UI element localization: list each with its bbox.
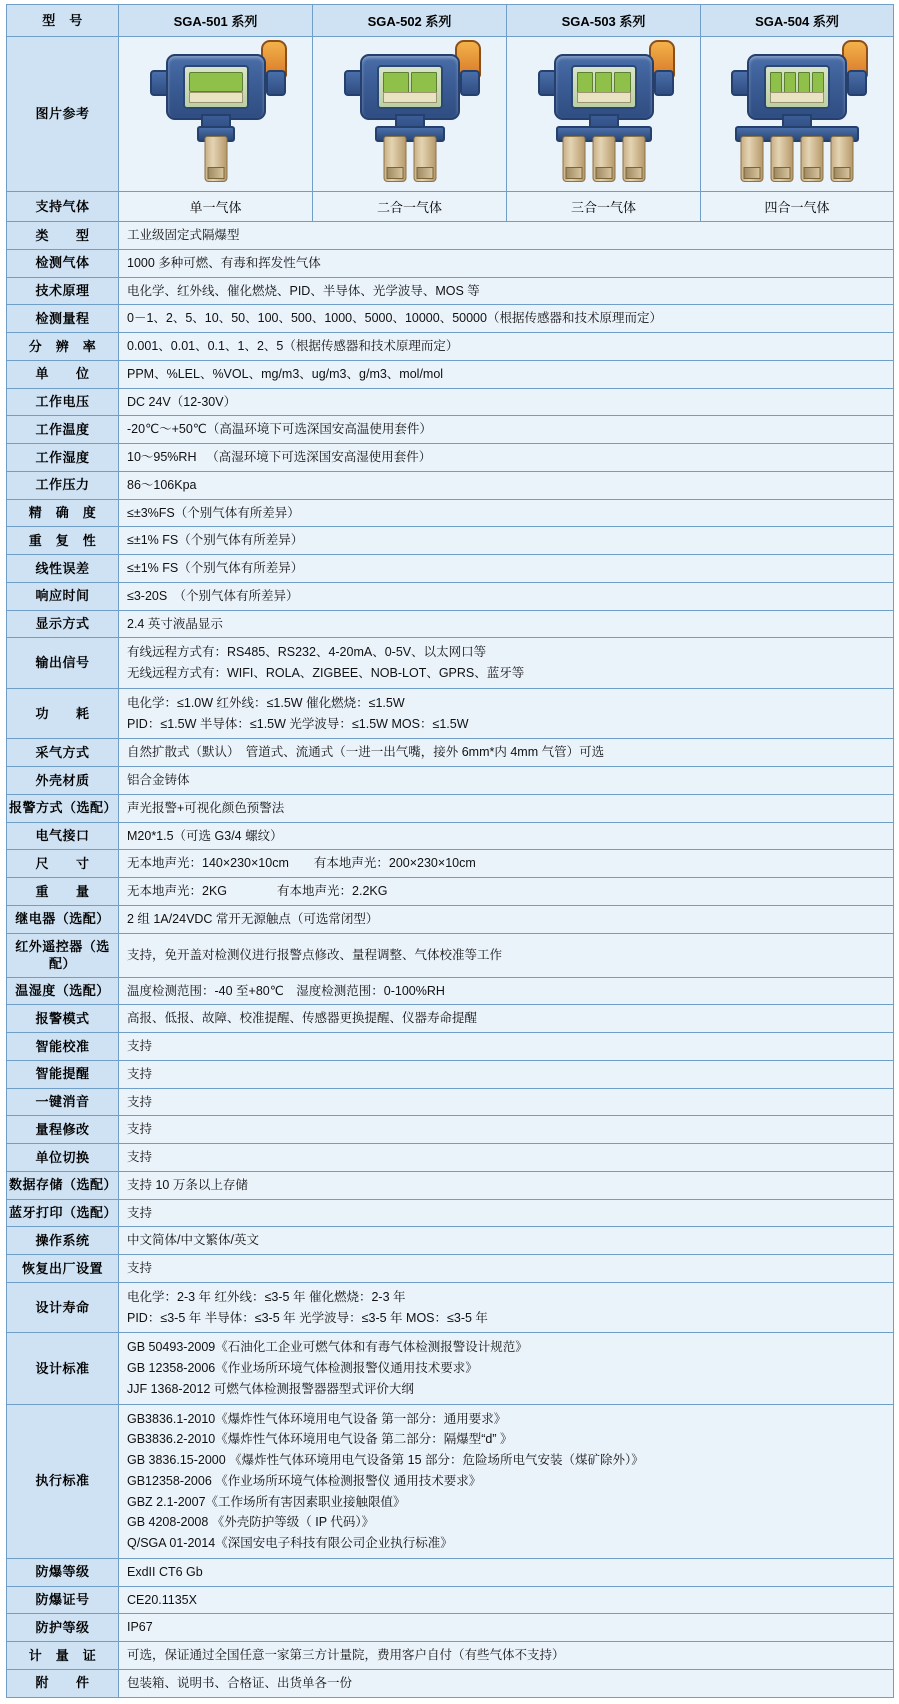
row-label-detect-gas: 检测气体 <box>7 249 119 277</box>
model-header-2: SGA-502 系列 <box>313 5 507 37</box>
lifetime-item-6: MOS：≤3-5 年 <box>406 1310 488 1325</box>
electrical-value: M20*1.5（可选 G3/4 螺纹） <box>119 822 894 850</box>
exec-standard-line: GB12358-2006 《作业场所环境气体检测报警仪 通用技术要求》 <box>127 1473 482 1488</box>
row-label-linearity: 线性误差 <box>7 555 119 583</box>
unit-value: PPM、%LEL、%VOL、mg/m3、ug/m3、g/m3、mol/mol <box>119 360 894 388</box>
row-label-unit-switch: 单位切换 <box>7 1144 119 1172</box>
ip-level-value: IP67 <box>119 1614 894 1642</box>
design-standard-line: JJF 1368-2012 可燃气体检测报警器器型式评价大纲 <box>127 1381 414 1396</box>
bt-print-opt-value: 支持 <box>119 1199 894 1227</box>
shell-row <box>7 767 894 795</box>
row-label-weight: 重 量 <box>7 878 119 906</box>
row-label-response: 响应时间 <box>7 582 119 610</box>
bt-print-opt-row <box>7 1199 894 1227</box>
mute-value: 支持 <box>119 1088 894 1116</box>
lifetime-item-3: PID：≤3-5 年 <box>127 1310 202 1325</box>
accessories-row <box>7 1669 894 1697</box>
row-label-resolution: 分 辨 率 <box>7 333 119 361</box>
lifetime-item-1: 红外线：≤3-5 年 <box>214 1289 306 1304</box>
lifetime-item-5: 光学波导：≤3-5 年 <box>299 1310 403 1325</box>
row-label-size: 尺 寸 <box>7 850 119 878</box>
weight-value: 无本地声光：2KG 有本地声光：2.2KG <box>119 878 894 906</box>
power-item-2: 催化燃烧：≤1.5W <box>306 695 405 710</box>
unit-switch-value: 支持 <box>119 1144 894 1172</box>
row-label-sampling: 采气方式 <box>7 739 119 767</box>
ex-level-row <box>7 1558 894 1586</box>
voltage-row <box>7 388 894 416</box>
linearity-value: ≤±1% FS（个别气体有所差异） <box>119 555 894 583</box>
temp-hum-opt-row <box>7 977 894 1005</box>
factory-reset-value: 支持 <box>119 1255 894 1283</box>
support-gas-1: 单一气体 <box>119 192 313 222</box>
row-label-mute: 一键消音 <box>7 1088 119 1116</box>
support-gas-3: 三合一气体 <box>507 192 701 222</box>
power-item-4: 半导体：≤1.5W <box>199 716 286 731</box>
row-label-temperature: 工作温度 <box>7 416 119 444</box>
linearity-row <box>7 555 894 583</box>
response-row <box>7 582 894 610</box>
sampling-row <box>7 739 894 767</box>
row-label-power: 功 耗 <box>7 688 119 739</box>
row-label-range-modify: 量程修改 <box>7 1116 119 1144</box>
temp-hum-opt-value: 温度检测范围：-40 至+80℃ 湿度检测范围：0-100%RH <box>119 977 894 1005</box>
row-label-principle: 技术原理 <box>7 277 119 305</box>
ip-level-row <box>7 1614 894 1642</box>
row-label-metrology: 计 量 证 <box>7 1642 119 1670</box>
remote-opt-value: 支持，免开盖对检测仪进行报警点修改、量程调整、气体校准等工作 <box>119 933 894 977</box>
design-standard-line: GB 12358-2006《作业场所环境气体检测报警仪通用技术要求》 <box>127 1361 478 1376</box>
row-label-os: 操作系统 <box>7 1227 119 1255</box>
model-header-4: SGA-504 系列 <box>701 5 894 37</box>
power-item-3: PID：≤1.5W <box>127 716 197 731</box>
exec-standard-value <box>119 1404 894 1558</box>
range-value: 0－1、2、5、10、50、100、500、1000、5000、10000、50000（根据传感器和技术原理而定） <box>119 305 894 333</box>
support-gas-row <box>7 192 894 222</box>
row-label-storage-opt: 数据存储（选配） <box>7 1171 119 1199</box>
row-label-image-ref: 图片参考 <box>7 37 119 192</box>
ex-cert-value: CE20.1135X <box>119 1586 894 1614</box>
metrology-row <box>7 1642 894 1670</box>
row-label-smart-cal: 智能校准 <box>7 1033 119 1061</box>
metrology-value: 可选，保证通过全国任意一家第三方计量院，费用客户自付（有些气体不支持） <box>119 1642 894 1670</box>
sampling-value: 自然扩散式（默认） 管道式、流通式（一进一出气嘴，接外 6mm*内 4mm 气管）可选 <box>119 739 894 767</box>
row-label-unit: 单 位 <box>7 360 119 388</box>
row-label-support-gas: 支持气体 <box>7 192 119 222</box>
product-image-3 <box>507 37 701 192</box>
temperature-value: -20℃～+50℃（高温环境下可选深国安高温使用套件） <box>119 416 894 444</box>
exec-standard-line: Q/SGA 01-2014《深国安电子科技有限公司企业执行标准》 <box>127 1536 453 1551</box>
power-item-5: 光学波导：≤1.5W <box>289 716 388 731</box>
row-label-ex-level: 防爆等级 <box>7 1558 119 1586</box>
response-value: ≤3-20S （个别气体有所差异） <box>119 582 894 610</box>
resolution-row <box>7 333 894 361</box>
remote-opt-row <box>7 933 894 977</box>
size-row <box>7 850 894 878</box>
range-modify-row <box>7 1116 894 1144</box>
temperature-row <box>7 416 894 444</box>
lifetime-value <box>119 1282 894 1333</box>
support-gas-2: 二合一气体 <box>313 192 507 222</box>
resolution-value: 0.001、0.01、0.1、1、2、5（根据传感器和技术原理而定） <box>119 333 894 361</box>
row-label-ex-cert: 防爆证号 <box>7 1586 119 1614</box>
repeatability-row <box>7 527 894 555</box>
range-modify-value: 支持 <box>119 1116 894 1144</box>
os-row <box>7 1227 894 1255</box>
row-label-humidity: 工作湿度 <box>7 444 119 472</box>
weight-row <box>7 878 894 906</box>
factory-reset-row <box>7 1255 894 1283</box>
row-label-pressure: 工作压力 <box>7 471 119 499</box>
row-label-ip-level: 防护等级 <box>7 1614 119 1642</box>
humidity-value: 10～95%RH （高湿环境下可选深国安高湿使用套件） <box>119 444 894 472</box>
relay-opt-row <box>7 905 894 933</box>
electrical-row <box>7 822 894 850</box>
lifetime-row <box>7 1282 894 1333</box>
output-line-wired: 有线远程方式有：RS485、RS232、4-20mA、0-5V、以太网口等 <box>127 645 487 660</box>
row-label-shell: 外壳材质 <box>7 767 119 795</box>
alarm-mode-opt-value: 声光报警+可视化颜色预警法 <box>119 794 894 822</box>
voltage-value: DC 24V（12-30V） <box>119 388 894 416</box>
exec-standard-row <box>7 1404 894 1558</box>
exec-standard-line: GBZ 2.1-2007《工作场所有害因素职业接触限值》 <box>127 1494 406 1509</box>
exec-standard-line: GB3836.1-2010《爆炸性气体环境用电气设备 第一部分：通用要求》 <box>127 1411 507 1426</box>
display-value: 2.4 英寸液晶显示 <box>119 610 894 638</box>
row-label-category: 类 型 <box>7 222 119 250</box>
detect-gas-value: 1000 多种可燃、有毒和挥发性气体 <box>119 249 894 277</box>
row-label-temp-hum-opt: 温湿度（选配） <box>7 977 119 1005</box>
pressure-value: 86～106Kpa <box>119 471 894 499</box>
row-label-remote-opt: 红外遥控器（选配） <box>7 933 119 977</box>
smart-cal-row <box>7 1033 894 1061</box>
detect-gas-row <box>7 249 894 277</box>
mute-row <box>7 1088 894 1116</box>
row-label-lifetime: 设计寿命 <box>7 1282 119 1333</box>
exec-standard-line: GB 4208-2008 《外壳防护等级（ IP 代码）》 <box>127 1515 375 1530</box>
display-row <box>7 610 894 638</box>
power-row <box>7 688 894 739</box>
ex-cert-row <box>7 1586 894 1614</box>
row-label-output: 输出信号 <box>7 638 119 689</box>
output-value <box>119 638 894 689</box>
accessories-value: 包装箱、说明书、合格证、出货单各一份 <box>119 1669 894 1697</box>
row-label-electrical: 电气接口 <box>7 822 119 850</box>
row-label-display: 显示方式 <box>7 610 119 638</box>
alarm-mode-opt-row <box>7 794 894 822</box>
product-image-4 <box>701 37 894 192</box>
row-label-bt-print-opt: 蓝牙打印（选配） <box>7 1199 119 1227</box>
product-image-2 <box>313 37 507 192</box>
power-item-1: 红外线：≤1.5W <box>216 695 303 710</box>
alarm-modes-row <box>7 1005 894 1033</box>
lifetime-item-4: 半导体：≤3-5 年 <box>204 1310 296 1325</box>
header-label: 型 号 <box>7 5 119 37</box>
design-standard-row <box>7 1333 894 1404</box>
product-image-1 <box>119 37 313 192</box>
model-header-1: SGA-501 系列 <box>119 5 313 37</box>
accuracy-value: ≤±3%FS（个别气体有所差异） <box>119 499 894 527</box>
row-label-voltage: 工作电压 <box>7 388 119 416</box>
row-label-relay-opt: 继电器（选配） <box>7 905 119 933</box>
humidity-row <box>7 444 894 472</box>
model-header-3: SGA-503 系列 <box>507 5 701 37</box>
power-value <box>119 688 894 739</box>
row-label-accuracy: 精 确 度 <box>7 499 119 527</box>
storage-opt-value: 支持 10 万条以上存储 <box>119 1171 894 1199</box>
os-value: 中文简体/中文繁体/英文 <box>119 1227 894 1255</box>
design-standard-line: GB 50493-2009《石油化工企业可燃气体和有毒气体检测报警设计规范》 <box>127 1340 528 1355</box>
specification-table <box>6 4 894 1698</box>
row-label-range: 检测量程 <box>7 305 119 333</box>
size-value: 无本地声光：140×230×10cm 有本地声光：200×230×10cm <box>119 850 894 878</box>
power-item-0: 电化学：≤1.0W <box>127 695 214 710</box>
storage-opt-row <box>7 1171 894 1199</box>
row-label-design-standard: 设计标准 <box>7 1333 119 1404</box>
row-label-alarm-modes: 报警模式 <box>7 1005 119 1033</box>
repeatability-value: ≤±1% FS（个别气体有所差异） <box>119 527 894 555</box>
row-label-repeatability: 重 复 性 <box>7 527 119 555</box>
principle-row <box>7 277 894 305</box>
smart-remind-value: 支持 <box>119 1060 894 1088</box>
category-row <box>7 222 894 250</box>
output-line-wireless: 无线远程方式有：WIFI、ROLA、ZIGBEE、NOB-LOT、GPRS、蓝牙等 <box>127 666 525 680</box>
row-label-smart-remind: 智能提醒 <box>7 1060 119 1088</box>
accuracy-row <box>7 499 894 527</box>
table-header-row <box>7 5 894 37</box>
ex-level-value: ExdII CT6 Gb <box>119 1558 894 1586</box>
exec-standard-line: GB3836.2-2010《爆炸性气体环境用电气设备 第二部分：隔爆型“d” 》 <box>127 1432 513 1447</box>
output-row <box>7 638 894 689</box>
unit-switch-row <box>7 1144 894 1172</box>
category-value: 工业级固定式隔爆型 <box>119 222 894 250</box>
design-standard-value <box>119 1333 894 1404</box>
principle-value: 电化学、红外线、催化燃烧、PID、半导体、光学波导、MOS 等 <box>119 277 894 305</box>
shell-value: 铝合金铸体 <box>119 767 894 795</box>
range-row <box>7 305 894 333</box>
lifetime-item-2: 催化燃烧：2-3 年 <box>308 1289 406 1304</box>
alarm-modes-value: 高报、低报、故障、校准提醒、传感器更换提醒、仪器寿命提醒 <box>119 1005 894 1033</box>
relay-opt-value: 2 组 1A/24VDC 常开无源触点（可选常闭型） <box>119 905 894 933</box>
lifetime-item-0: 电化学：2-3 年 <box>127 1289 212 1304</box>
support-gas-4: 四合一气体 <box>701 192 894 222</box>
power-item-6: MOS：≤1.5W <box>391 716 469 731</box>
smart-cal-value: 支持 <box>119 1033 894 1061</box>
row-label-exec-standard: 执行标准 <box>7 1404 119 1558</box>
exec-standard-line: GB 3836.15-2000 《爆炸性气体环境用电气设备第 15 部分：危险场所电气安装（煤矿除外）》 <box>127 1453 644 1468</box>
image-row <box>7 37 894 192</box>
row-label-accessories: 附 件 <box>7 1669 119 1697</box>
pressure-row <box>7 471 894 499</box>
row-label-alarm-mode-opt: 报警方式（选配） <box>7 794 119 822</box>
smart-remind-row <box>7 1060 894 1088</box>
row-label-factory-reset: 恢复出厂设置 <box>7 1255 119 1283</box>
unit-row <box>7 360 894 388</box>
